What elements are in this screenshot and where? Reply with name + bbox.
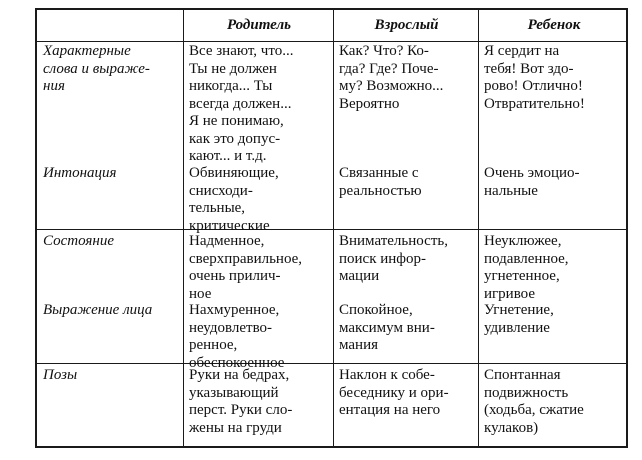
cell-line: тебя! Вот здо- <box>484 60 574 77</box>
cell-line: как это допус- <box>189 130 281 147</box>
cell-line: угнетенное, <box>484 268 560 284</box>
cell-adult <box>339 43 443 113</box>
cell-line: Очень эмоцио- <box>484 165 580 181</box>
cell-line: Связанные с <box>339 165 419 181</box>
cell-line: Все знают, что... <box>189 43 294 59</box>
cell-line: Вероятно <box>339 95 400 112</box>
cell-line: слова и выраже- <box>43 60 150 77</box>
row-group-divider <box>37 229 626 230</box>
cell-line: Позы <box>43 367 78 383</box>
cell-child <box>484 233 569 303</box>
cell-adult <box>339 165 422 200</box>
cell-line: Я сердит на <box>484 43 560 59</box>
cell-label <box>43 367 77 385</box>
cell-line: всегда должен... <box>189 95 292 112</box>
cell-parent <box>189 165 279 235</box>
cell-line: перст. Руки сло- <box>189 402 293 418</box>
cell-adult <box>339 367 449 420</box>
cell-line: игривое <box>484 285 536 302</box>
column-divider <box>183 10 184 446</box>
header-parent: Родитель <box>226 17 291 33</box>
cell-line: мации <box>339 268 380 284</box>
cell-line: Характерные <box>43 43 131 59</box>
cell-label <box>43 165 117 183</box>
header-child: Ребенок <box>527 17 581 33</box>
cell-parent <box>189 233 302 303</box>
cell-line: гда? Где? Поче- <box>339 60 439 77</box>
cell-line: неудовлетво- <box>189 319 273 336</box>
header-adult: Взрослый <box>374 17 439 33</box>
cell-line: Внимательность, <box>339 233 448 249</box>
cell-line: кулаков) <box>484 419 539 436</box>
cell-adult <box>339 302 435 355</box>
cell-line: Интонация <box>43 165 117 181</box>
cell-child <box>484 302 554 337</box>
cell-line: сверхправильное, <box>189 250 303 267</box>
cell-label <box>43 43 150 96</box>
cell-child <box>484 43 585 113</box>
cell-parent <box>189 367 292 437</box>
cell-line: Ты не должен <box>189 60 277 77</box>
cell-line: Отвратительно! <box>484 95 585 112</box>
cell-line: му? Возможно... <box>339 78 444 94</box>
cell-label <box>43 302 152 320</box>
cell-line: Угнетение, <box>484 302 554 318</box>
cell-line: мания <box>339 337 379 353</box>
cell-line: обеспокоенное <box>189 354 285 371</box>
cell-line: подвижность <box>484 384 569 401</box>
cell-line: нальные <box>484 182 538 199</box>
cell-line: Обвиняющие, <box>189 165 279 181</box>
cell-label <box>43 233 114 251</box>
cell-line: ентация на него <box>339 402 441 418</box>
cell-line: жены на груди <box>189 419 282 436</box>
column-divider <box>333 10 334 446</box>
cell-line: очень прилич- <box>189 268 281 284</box>
cell-line: ния <box>43 78 65 94</box>
cell-line: подавленное, <box>484 250 569 267</box>
cell-line: максимум вни- <box>339 319 435 336</box>
cell-line: Неуклюжее, <box>484 233 562 249</box>
cell-parent <box>189 302 284 372</box>
cell-line: Руки на бедрах, <box>189 367 290 383</box>
cell-line: Выражение лица <box>43 302 153 318</box>
cell-line: Я не понимаю, <box>189 113 284 129</box>
cell-line: удивление <box>484 319 550 336</box>
cell-line: Спонтанная <box>484 367 561 383</box>
cell-line: снисходи- <box>189 182 253 199</box>
cell-line: поиск инфор- <box>339 250 427 267</box>
cell-line: указывающий <box>189 384 279 401</box>
cell-line: никогда... Ты <box>189 78 273 94</box>
cell-line: Наклон к собе- <box>339 367 435 383</box>
column-divider <box>478 10 479 446</box>
cell-child <box>484 367 584 437</box>
comparison-table <box>35 8 628 448</box>
row-group-divider <box>37 363 626 364</box>
cell-line: кают... и т.д. <box>189 148 267 164</box>
cell-line: беседнику и ори- <box>339 384 449 401</box>
cell-adult <box>339 233 448 286</box>
cell-line: критические <box>189 217 270 234</box>
cell-line: Нахмуренное, <box>189 302 280 318</box>
cell-line: тельные, <box>189 200 246 216</box>
cell-line: Спокойное, <box>339 302 413 318</box>
cell-line: реальностью <box>339 182 422 199</box>
cell-line: ренное, <box>189 337 238 353</box>
header-divider <box>37 41 626 42</box>
cell-line: Состояние <box>43 233 114 249</box>
cell-child <box>484 165 580 200</box>
cell-line: (ходьба, сжатие <box>484 402 584 418</box>
cell-line: ное <box>189 285 212 302</box>
cell-line: рово! Отлично! <box>484 78 583 94</box>
cell-line: Надменное, <box>189 233 265 249</box>
cell-line: Как? Что? Ко- <box>339 43 429 59</box>
cell-parent <box>189 43 293 166</box>
